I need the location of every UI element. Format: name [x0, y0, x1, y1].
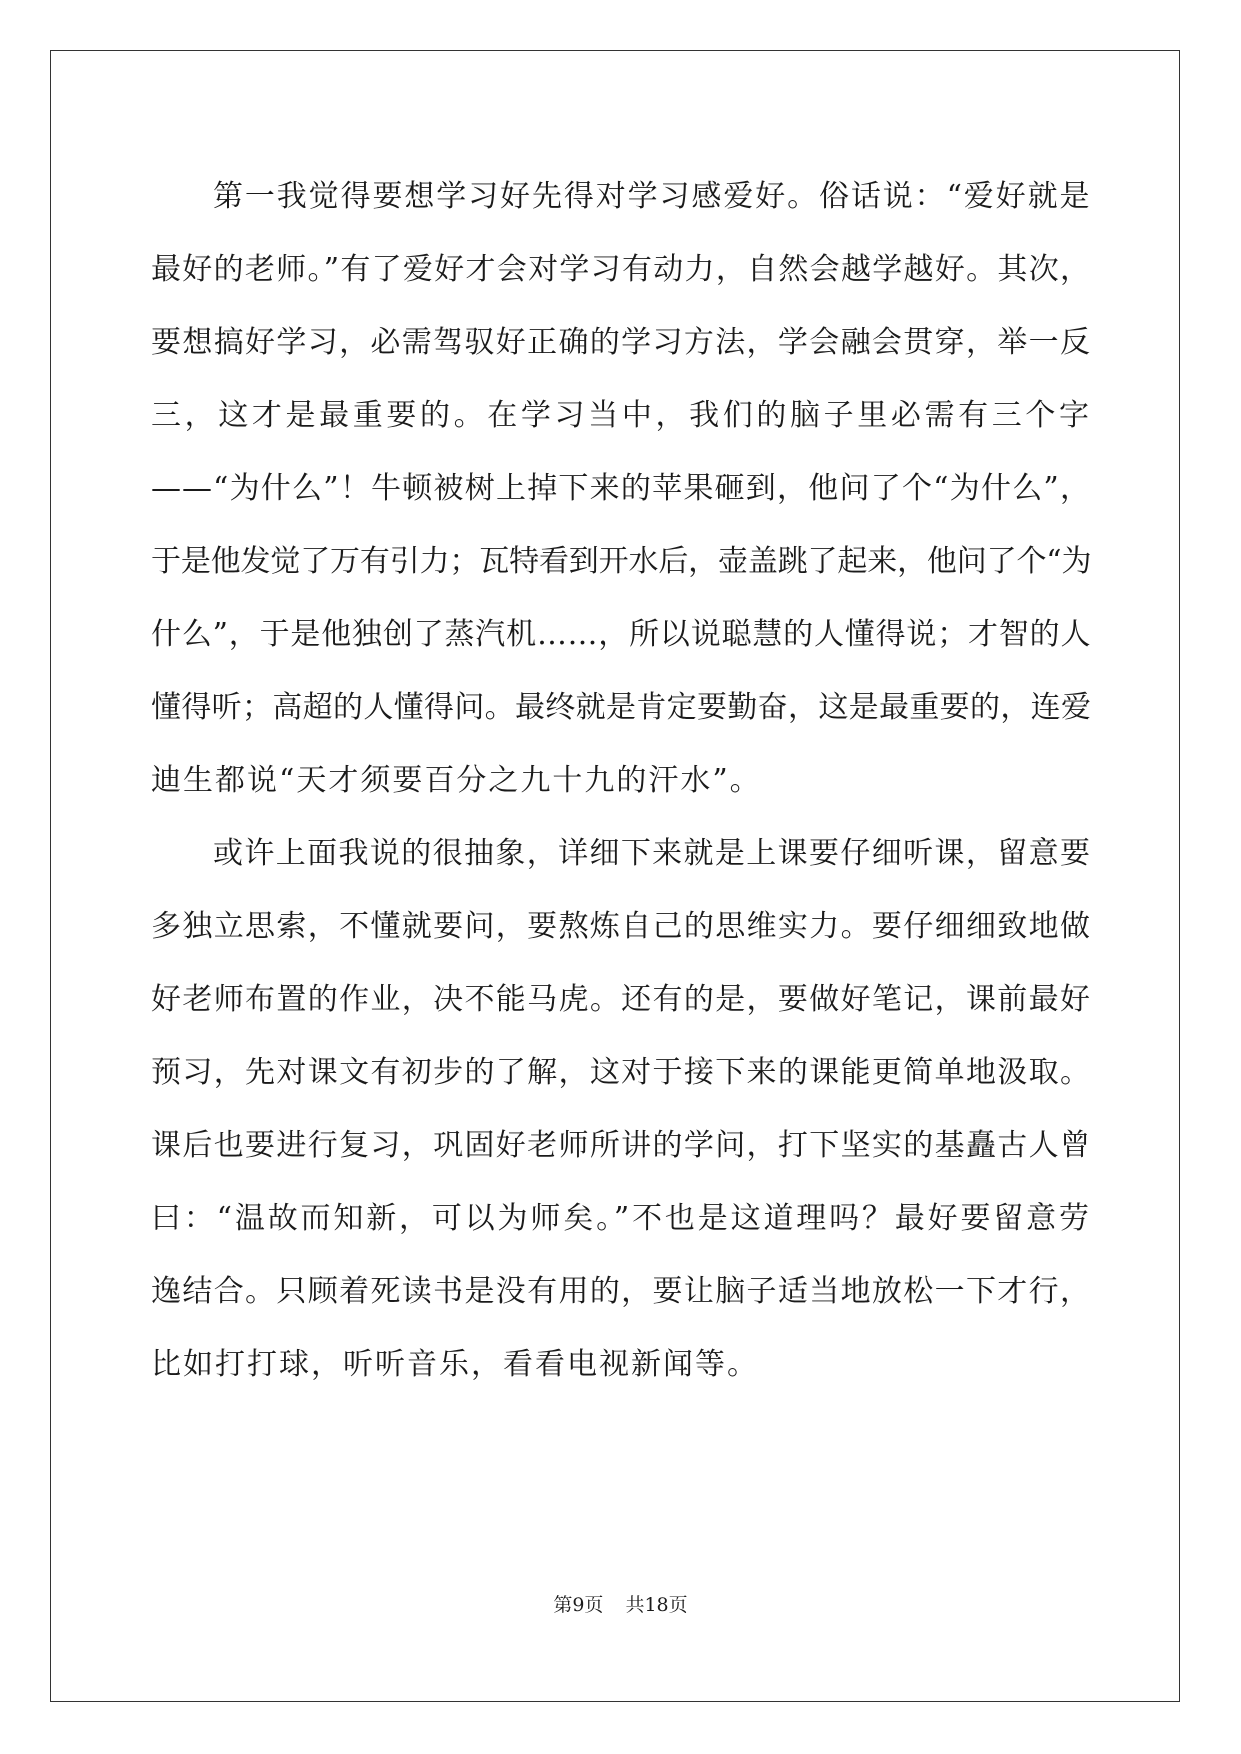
text-line: 什么”，于是他独创了蒸汽机……，所以说聪慧的人懂得说；才智的人 [151, 617, 1091, 652]
text-line: 或许上面我说的很抽象，详细下来就是上课要仔细听课，留意要 [213, 836, 1091, 871]
text-line: 懂得听；高超的人懂得问。最终就是肯定要勤奋，这是最重要的，连爱 [151, 690, 1091, 725]
document-body [151, 160, 1091, 1401]
paragraph-2 [151, 817, 1091, 1401]
text-line: 第一我觉得要想学习好先得对学习感爱好。俗话说：“爱好就是 [213, 179, 1091, 214]
page-footer [0, 1590, 1241, 1617]
text-line: 比如打打球，听听音乐，看看电视新闻等。 [151, 1347, 759, 1382]
text-line: 于是他发觉了万有引力；瓦特看到开水后，壶盖跳了起来，他问了个“为 [151, 544, 1091, 579]
text-line: 迪生都说“天才须要百分之九十九的汗水”。 [151, 763, 762, 798]
text-line: 曰：“温故而知新，可以为师矣。”不也是这道理吗？最好要留意劳 [151, 1201, 1091, 1236]
text-line: 逸结合。只顾着死读书是没有用的，要让脑子适当地放松一下才行， [151, 1274, 1091, 1309]
text-line: 最好的老师。”有了爱好才会对学习有动力，自然会越学越好。其次， [151, 252, 1091, 287]
page-number: 第9页 [553, 1594, 604, 1616]
paragraph-1 [151, 160, 1091, 817]
text-line: 好老师布置的作业，决不能马虎。还有的是，要做好笔记，课前最好 [151, 982, 1091, 1017]
text-line: ——“为什么”！牛顿被树上掉下来的苹果砸到，他问了个“为什么”， [151, 471, 1091, 506]
text-line: 课后也要进行复习，巩固好老师所讲的学问，打下坚实的基矗古人曾 [151, 1128, 1091, 1163]
text-line: 预习，先对课文有初步的了解，这对于接下来的课能更简单地汲取。 [151, 1055, 1091, 1090]
text-line: 多独立思索，不懂就要问，要熬炼自己的思维实力。要仔细细致地做 [151, 909, 1091, 944]
page-total: 共18页 [625, 1594, 688, 1616]
text-line: 三，这才是最重要的。在学习当中，我们的脑子里必需有三个字 [151, 398, 1091, 433]
text-line: 要想搞好学习，必需驾驭好正确的学习方法，学会融会贯穿，举一反 [151, 325, 1091, 360]
